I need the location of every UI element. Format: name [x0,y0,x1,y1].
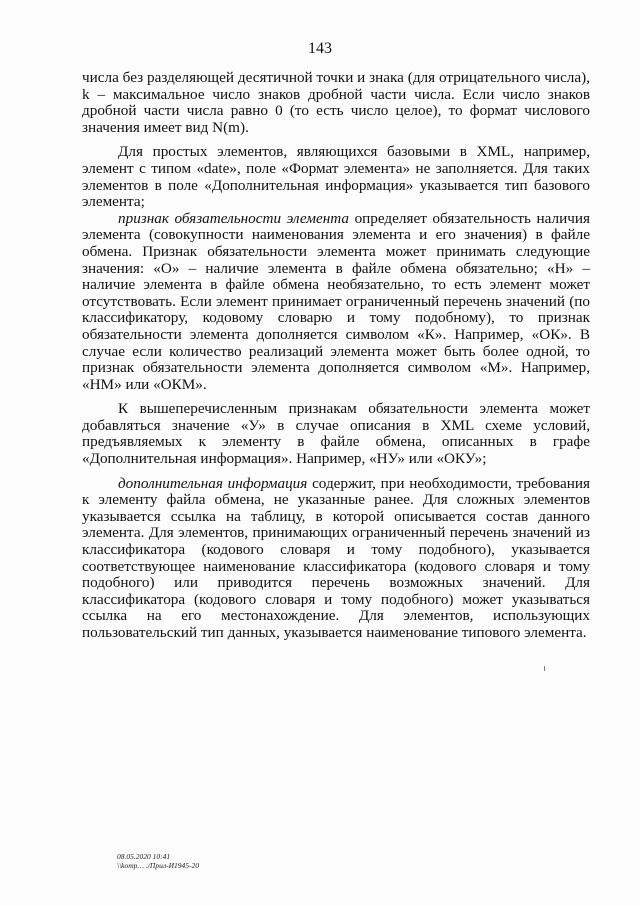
document-body [82,70,590,642]
paragraph-text: числа без разделяющей десятичной точки и знака (для отрицательного числа), k – максимальное число знаков дробной части числа. Если число знаков дробной части числа равно 0 (то есть число целое), то формат числового значения имеет вид N(m). [82,69,590,136]
paragraph-simple-elements [82,144,590,210]
footer-file-path: \\komp… ./Прил-И1945-20 [117,861,200,870]
footer-timestamp: 08.05.2020 10:41 [117,852,171,861]
paragraph-mandatory-flag [82,211,590,394]
paragraph-additional-info [82,476,590,642]
paragraph-text: Для простых элементов, являющихся базовыми в XML, например, элемент с типом «date», поле «Формат элемента» не заполняется. Для таких элементов в поле «Дополнительная информация» указывается тип базового элемента; [82,143,590,211]
page-number: 143 [308,40,332,57]
scan-mark [544,666,545,671]
paragraph-text: К вышеперечисленным признакам обязательности элемента может добавляться значение «У» в случае описания в XML схеме условий, предъявляемых к элементу в файле обмена, описанных в графе «Дополнительная информация». Например, «НУ» или «ОКУ»; [82,400,590,468]
paragraph-continuation [82,70,590,136]
term-mandatory-flag: признак обязательности элемента [118,209,349,227]
paragraph-text: определяет обязательность наличия элемента (совокупности наименования элемента и его значения) в файле обмена. Признак обязательности элемента может принимать следующие значения: «О» – наличие элемента в файле обмена обязательно; «Н» – наличие элемента в файле обмена необязательно, то есть элемент может отсутствовать. Если элемент принимает ограниченный перечень значений (по классификатору, кодовому словарю и тому подобному), то признак обязательности элемента дополняется символом «К». Например, «ОК». В случае если количество реализаций элемента может быть более одной, то признак обязательности элемента дополняется символом «М». Например, «НМ» или «ОКМ». [82,209,590,393]
document-footer [117,852,199,870]
paragraph-condition-flag [82,401,590,467]
term-additional-info: дополнительная информация [118,474,308,492]
paragraph-text: содержит, при необходимости, требования к элементу файла обмена, не указанные ранее. Для сложных элементов указывается ссылка на таблицу, в которой описывается состав данного элемента. Для элементов, принимающих ограниченный перечень значений из классификатора (кодового словаря и тому подобного), указывается соответствующее наименование классификатора (кодового словаря и тому подобного) или приводится перечень возможных значений. Для классификатора (кодового словаря и тому подобного) может указываться ссылка на его местонахождение. Для элементов, использующих пользовательский тип данных, указывается наименование типового элемента. [82,474,590,641]
